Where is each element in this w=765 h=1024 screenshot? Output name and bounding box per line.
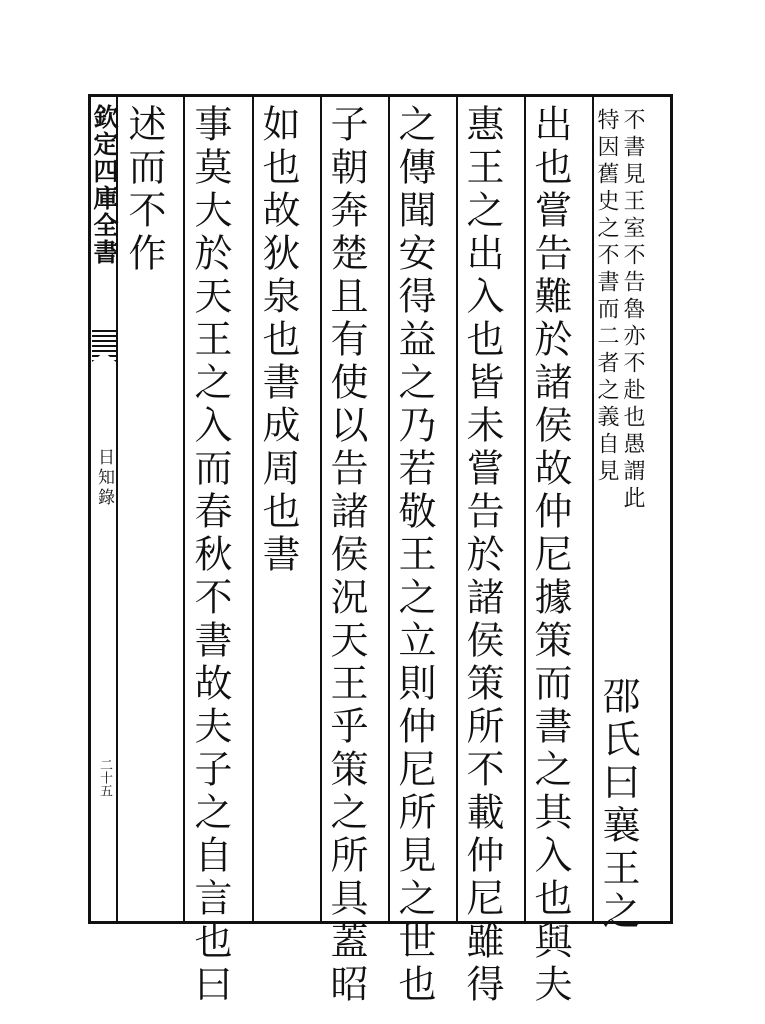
collection-title: 欽定四庫全書 <box>90 104 119 266</box>
text-column-1: 出也嘗告難於諸侯故仲尼據策而書之其入也與夫 <box>528 104 572 1007</box>
text-column-4: 子朝奔楚且有使以告諸侯況天王乎策之所具蓋昭 <box>324 104 368 1007</box>
column-divider <box>456 94 458 924</box>
column-divider <box>524 94 526 924</box>
page-frame <box>88 94 673 924</box>
fish-tail-mark-icon <box>92 330 116 362</box>
text-column-2: 惠王之出入也皆未嘗告於諸侯策所不載仲尼雖得 <box>460 104 504 1007</box>
page-number: 二十五 <box>97 758 112 797</box>
text-column-7: 述而不作 <box>122 104 166 276</box>
continuation-text: 邵氏曰襄王之 <box>596 676 640 934</box>
column-divider <box>183 94 185 924</box>
book-title: 日知錄 <box>94 448 114 508</box>
text-column-5: 如也故狄泉也書成周也書 <box>256 104 300 577</box>
annotation-note-right: 不書見王室不告魯亦不赴也愚謂此 <box>620 108 645 513</box>
text-column-3: 之傳聞安得益之乃若敬王之立則仲尼所見之世也 <box>392 104 436 1007</box>
column-divider <box>320 94 322 924</box>
annotation-note-left: 特因舊史之不書而二者之義自見 <box>594 108 619 486</box>
column-divider <box>252 94 254 924</box>
text-column-6: 事莫大於天王之入而春秋不書故夫子之自言也曰 <box>188 104 232 1007</box>
column-divider <box>388 94 390 924</box>
